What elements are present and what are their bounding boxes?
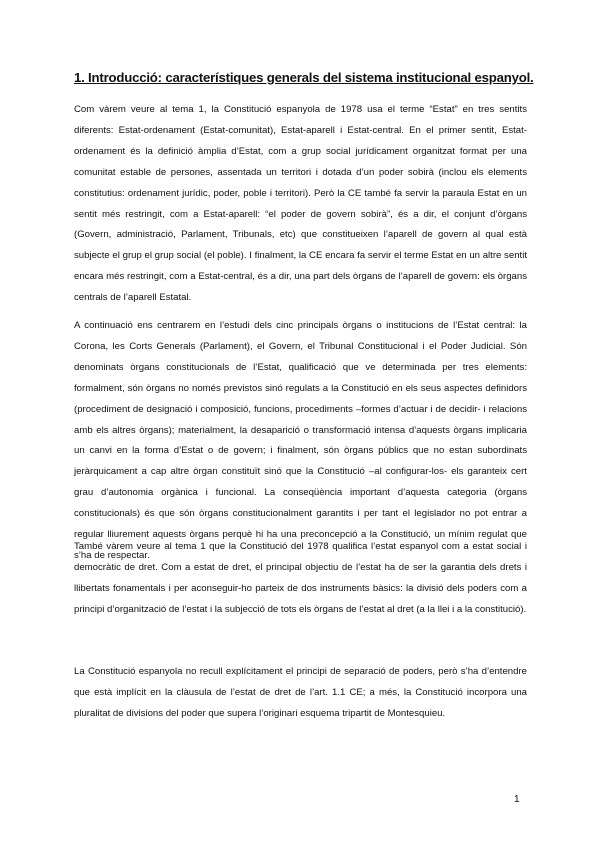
page-number: 1 [514, 794, 520, 805]
paragraph-estat-senses: Com vàrem veure al tema 1, la Constitució espanyola de 1978 usa el terme “Estat” en tres sentits diferents: Estat-ordenament (Estat-comunitat), Estat-aparell i Estat-central. En el primer sentit, Estat-ordenament és la definició àmplia d’Estat, com a grup social jurídicament organitzat format per una comunitat estable de persones, assentada un territori i dotada d’un poder sobirà (inclou els elements constitutius: ordenament jurídic, poder, poble i territori). Però la CE també fa servir la paraula Estat en un sentit més restringit, com a Estat-aparell: “el poder de govern sobirà”, és a dir, el conjunt d’òrgans (Govern, administració, Parlament, Tribunals, etc) que constitueixen l’aparell de govern al qual està subjecte el grup el grup social (el poble). I finalment, la CE encara fa servir el terme Estat en un altre sentit encara més restringit, com a Estat-central, és a dir, una part dels òrgans de l’aparell de govern: els òrgans centrals de l’aparell Estatal. [74, 104, 527, 304]
paragraph-estat-de-dret: També vàrem veure al tema 1 que la Constitució del 1978 qualifica l’estat espanyol com a estat social i democràtic de dret. Com a estat de dret, el principal objectiu de l’estat ha de ser la garantia dels drets i llibertats fonamentals i per aconseguir-ho parteix de dos instruments bàsics: la divisió dels poders com a principi d’organització de l’estat i la subjecció de tots els òrgans de l’estat al dret (a la llei i a la constitució). [74, 541, 527, 615]
section-heading: 1. Introducció: característiques generals del sistema institucional espanyol. [74, 70, 534, 85]
paragraph-separacio-poders: La Constitució espanyola no recull explícitament el principi de separació de poders, però s’ha d’entendre que està implícit en la clàusula de l’estat de dret de l’art. 1.1 CE; a més, la Constitució incorpora una pluralitat de divisions del poder que supera l’originari esquema tripartit de Montesquieu. [74, 666, 527, 719]
paragraph-organs-constitucionals: A continuació ens centrarem en l’estudi dels cinc principals òrgans o institucions de l’Estat central: la Corona, les Corts Generals (Parlament), el Govern, el Tribunal Constitucional i el Poder Judicial. Són denominats òrgans constitucionals de l’Estat, qualificació que ve determinada per tres elements: formalment, són òrgans no només previstos sinó regulats a la Constitució en els seus aspectes definidors (procediment de designació i composició, funcions, procediments –formes d’actuar i de decidir- i relacions amb els altres òrgans); materialment, la desaparició o transformació intensa d’aquests òrgans implicaria un canvi en la forma d’Estat o de govern; i finalment, són òrgans públics que no estan subordinats jeràrquicament a cap altre òrgan constituït sinó que la Constitució –al configurar-los- els garanteix cert grau d’autonomia orgànica i funcional. La conseqüència important d’aquesta categoria (òrgans constitucionals) és que són òrgans constitucionalment garantits i per tant el legislador no pot entrar a regular lliurement aquests òrgans perquè hi ha una preconcepció a la Constitució, un mínim regulat que s’ha de respectar. [74, 320, 527, 561]
